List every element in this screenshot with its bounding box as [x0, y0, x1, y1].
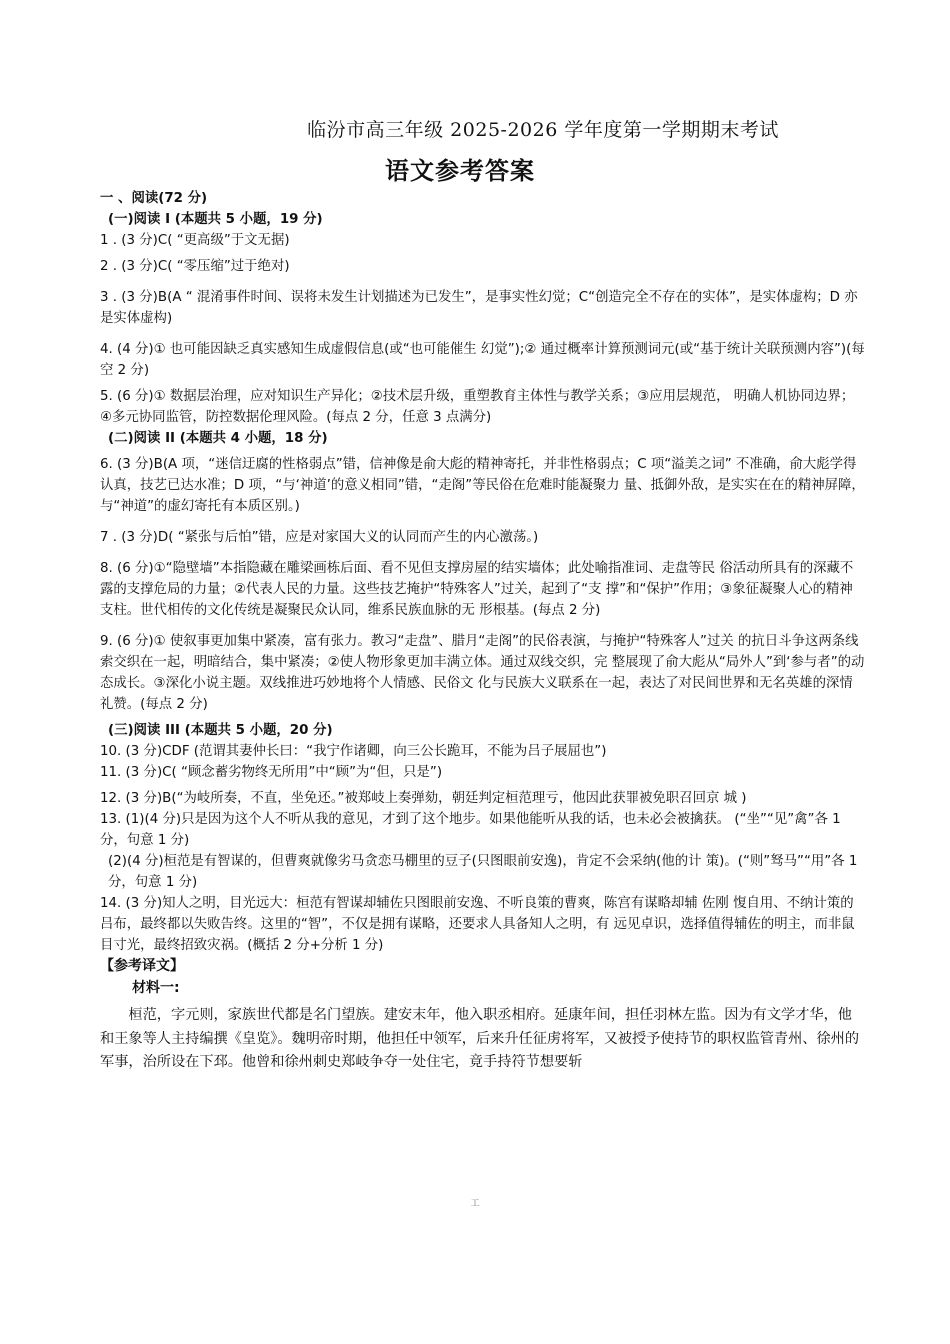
- answer-q8: 8. (6 分)①“隐壁墙”本指隐藏在雕梁画栋后面、看不见但支撑房屋的结实墙体；此处喻指准词、走盘等民 俗活动所具有的深藏不露的支撑危局的力量；②代表人民的力量。这些技艺掩护“特殊客人”过关，起到了“支 撑”和“保护”作用；③象征凝聚人心的精神支柱。世代相传的文化传统是凝聚民众认同，维系民族血脉的无 形根基。(每点 2 分): [100, 561, 854, 618]
- answer-q10: 10. (3 分)CDF (范谓其妻仲长曰：“我宁作诸卿，向三公长跪耳，不能为吕子展屈也”): [100, 744, 607, 759]
- section-heading: 一 、阅读(72 分): [100, 191, 208, 206]
- document-subtitle: 语文参考答案: [385, 157, 535, 185]
- answer-q2: 2 . (3 分)C( “零压缩”过于绝对): [100, 259, 290, 274]
- part-heading-3: (三)阅读 III (本题共 5 小题，20 分): [108, 723, 333, 738]
- answer-q1: 1 . (3 分)C( “更高级”于文无据): [100, 233, 290, 248]
- answer-q6: 6. (3 分)B(A 项，“迷信迂腐的性格弱点”错，信神像是俞大彪的精神寄托，并非性格弱点；C 项“溢美之词” 不准确，俞大彪学得认真，技艺已达水准；D 项，“与‘神道’的意义相同”错，“走阁”等民俗在危难时能凝聚力 量、抵御外敌，是实实在在的精神屏障，与“神道”的虚幻寄托有本质区别。): [100, 457, 865, 514]
- translation-paragraph: 桓范，字元则，家族世代都是名门望族。建安末年，他入职丞相府。延康年间，担任羽林左监。因为有文学才华，他和王象等人主持编撰《皇览》。魏明帝时期，他担任中领军，后来升任征虏将军，又被授予使持节的职权监管青州、徐州的军事，治所设在下邳。他曾和徐州刺史郑岐争夺一处住宅，竟手持符节想要斩: [100, 1007, 860, 1070]
- answer-q3: 3 . (3 分)B(A “ 混淆事件时间、误将未发生计划描述为已发生”，是事实性幻觉；C“创造完全不存在的实体”，是实体虚构；D 亦是实体虚构): [100, 290, 858, 326]
- answer-q9: 9. (6 分)① 使叙事更加集中紧凑，富有张力。教习“走盘”、腊月“走阁”的民俗表演，与掩护“特殊客人”过关 的抗日斗争这两条线索交织在一起，明暗结合，集中紧凑；②使人物形象更加丰满立体。通过双线交织，完 整展现了俞大彪从“局外人”到‘参与者”的动态成长。③深化小说主题。双线推进巧妙地将个人情感、民俗文 化与民族大义联系在一起，表达了对民间世界和无名英雄的深情礼赞。(每点 2 分): [100, 634, 865, 712]
- answer-q13-2: (2)(4 分)桓范是有智谋的，但曹爽就像劣马贪恋马棚里的豆子(只图眼前安逸)，肯定不会采纳(他的计 策)。(“则”驽马”“用”各 1 分，句意 1 分): [108, 854, 858, 890]
- answer-q5: 5. (6 分)① 数据层治理，应对知识生产异化；②技术层升级，重塑教育主体性与教学关系；③应用层规范， 明确人机协同边界；④多元协同监管，防控数据伦理风险。(每点 2 分，任意 3 点满分): [100, 389, 855, 425]
- translation-heading: 【参考译文】: [100, 958, 184, 974]
- page-footer-mark: 工: [470, 1199, 480, 1209]
- part-heading-2: (二)阅读 II (本题共 4 小题，18 分): [108, 431, 328, 446]
- part-heading-1: (一)阅读 I (本题共 5 小题，19 分): [108, 212, 323, 227]
- answer-q14: 14. (3 分)知人之明，目光远大：桓范有智谋却辅佐只图眼前安逸、不听良策的曹爽，陈宫有谋略却辅 佐刚 愎自用、不纳计策的吕布，最终都以失败告终。这里的“智”，不仅是拥有谋略，还要求人具备知人之明，有 远见卓识，选择值得辅佐的明主，而非鼠目寸光，最终招致灾祸。(概括 2 分+分析 1 分): [100, 896, 855, 953]
- answer-q7: 7 . (3 分)D( “紧张与后怕”错，应是对家国大义的认同而产生的内心激荡。): [100, 530, 539, 545]
- answer-q13-1: 13. (1)(4 分)只是因为这个人不听从我的意见，才到了这个地步。如果他能听从我的话，也未必会被擒获。 (“坐”“见”禽”各 1 分，句意 1 分): [100, 812, 841, 848]
- exam-title: 临汾市高三年级 2025-2026 学年度第一学期期末考试: [307, 119, 779, 141]
- answer-q4: 4. (4 分)① 也可能因缺乏真实感知生成虚假信息(或“也可能催生 幻觉”);② 通过概率计算预测词元(或“基于统计关联预测内容”)(每空 2 分): [100, 342, 865, 378]
- answer-q11: 11. (3 分)C( “顾念蓄劣物终无所用”中“顾”为“但，只是”): [100, 765, 443, 780]
- answer-content: [100, 188, 865, 1075]
- material-label: 材料一:: [132, 980, 180, 996]
- answer-q12: 12. (3 分)B(“为岐所奏，不直，坐免还。”被郑岐上奏弹劾，朝廷判定桓范理亏，他因此获罪被免职召回京 城 ): [100, 791, 747, 806]
